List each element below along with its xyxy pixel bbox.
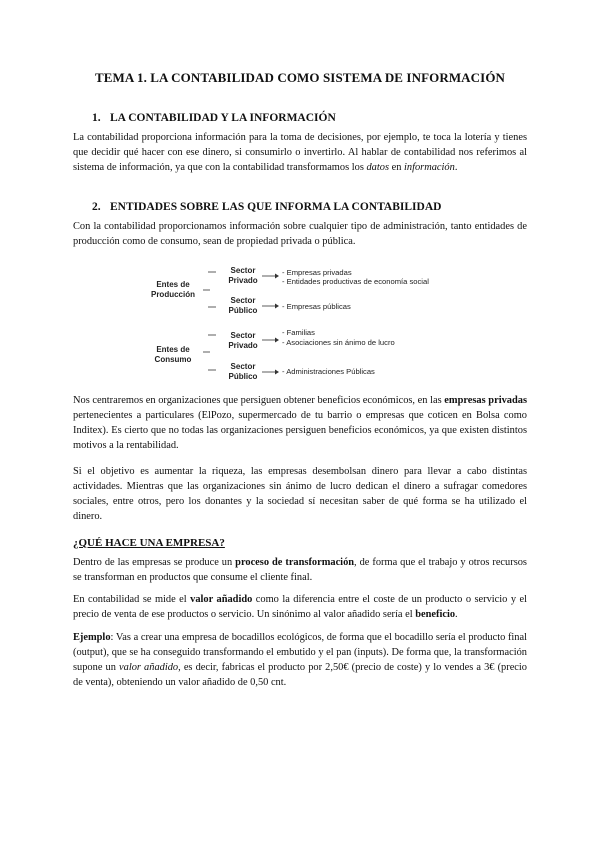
section-1-paragraph [73,130,527,175]
text-italic: datos [366,162,389,173]
text-run: . [455,609,458,620]
text-bold: Ejemplo [73,632,111,643]
text-run: En contabilidad se mide el [73,594,191,605]
text-bold: proceso de transformación [235,557,355,568]
text-run: , de forma que el trabajo y otros recursos se transforman en productos que consume el cliente final. [73,557,527,583]
section-2-title: ENTIDADES SOBRE LAS QUE INFORMA LA CONTABILIDAD [110,201,442,213]
paragraph-riqueza [73,464,527,524]
text-run: : Vas a crear una empresa de bocadillos ecológicos, de forma que el bocadillo sería el producto final (output), que se ha conseguido transformando el embutido y el pan (inputs). De forma que, la transformación supone un [73,632,527,673]
section-2-heading [92,201,441,213]
sector-publico-label: Sector Público [228,362,258,381]
page-title: TEMA 1. LA CONTABILIDAD COMO SISTEMA DE INFORMACIÓN [94,70,506,85]
text-run: Si el objetivo es aumentar la riqueza, las empresas desembolsan dinero para llevar a cabo distintas actividades. Mientras que las organizaciones sin ánimo de lucro dedican el dinero a sufragar comedores sociales, entre otros, pero los donantes y la sociedad sí necesitan saber de qué forma se ha utilizado el dinero. [73,466,527,522]
consumo-privado-item: - Familias [282,328,315,337]
entes-consumo-label: Entes de Consumo [154,345,192,364]
section-2-number: 2. [92,201,101,213]
paragraph-proceso-transformacion [73,555,527,585]
text-italic: información [404,162,455,173]
produccion-publico-item: - Empresas públicas [282,302,351,311]
section-1-title: LA CONTABILIDAD Y LA INFORMACIÓN [110,112,336,124]
text-bold: empresas privadas [444,395,527,406]
text-bold: valor añadido [190,594,253,605]
paragraph-valor-anadido [73,592,527,622]
text-run: Dentro de las empresas se produce un [73,557,236,568]
section-2-paragraph [73,219,527,249]
arrow-head [275,304,279,309]
text-run: . [454,162,458,173]
consumo-privado-item: - Asociaciones sin ánimo de lucro [282,338,395,347]
paragraph-ejemplo [73,630,527,690]
produccion-privado-item: - Empresas privadas [282,268,352,277]
text-italic: valor añadido [119,662,179,673]
arrow-head [275,274,279,279]
text-run: pertenecientes a particulares (ElPozo, supermercado de tu barrio o empresas que coticen en Bolsa como Inditex). Es cierto que no todas las organizaciones persiguen beneficios económicos, ya que existen distintos motivos a la rentabilidad. [73,410,527,451]
produccion-privado-item: - Entidades productivas de economía social [282,277,429,286]
consumo-publico-item: - Administraciones Públicas [282,367,375,376]
text-run: Con la contabilidad proporcionamos información sobre cualquier tipo de administración, tanto entidades de producción como de consumo, sean de propiedad privada o pública. [73,221,527,247]
arrow-head [275,370,279,375]
text-bold: beneficio [415,609,456,620]
paragraph-empresas-privadas [73,393,527,453]
text-run: , es decir, fabricas el producto por 2,50€ (precio de coste) y lo vendes a 3€ (precio de venta), obteniendo un valor añadido de 0,50 cnt. [73,662,528,688]
text-run: como la diferencia entre el coste de un producto o servicio y el precio de venta de ese productos o servicio. Un sinónimo al valor añadido sería el [73,594,527,620]
sector-publico-label: Sector Público [228,296,258,315]
text-run: Nos centraremos en organizaciones que persiguen obtener beneficios económicos, en las [73,395,445,406]
sector-privado-label: Sector Privado [228,266,258,285]
subheading-que-hace-empresa: ¿QUÉ HACE UNA EMPRESA? [73,537,225,549]
text-run: en [389,162,405,173]
sector-privado-label: Sector Privado [228,331,258,350]
section-1-number: 1. [92,112,101,124]
section-1-heading [92,112,336,124]
arrow-head [275,338,279,343]
text-run: La contabilidad proporciona información para la toma de decisiones, por ejemplo, te toca la lotería y tienes que decidir qué hacer con ese dinero, si consumirlo o invertirlo. Al hablar de contabilidad nos referimos al sistema de información, ya que con la contabilidad transformamos los [73,132,527,173]
entes-produccion-label: Entes de Producción [150,280,195,299]
